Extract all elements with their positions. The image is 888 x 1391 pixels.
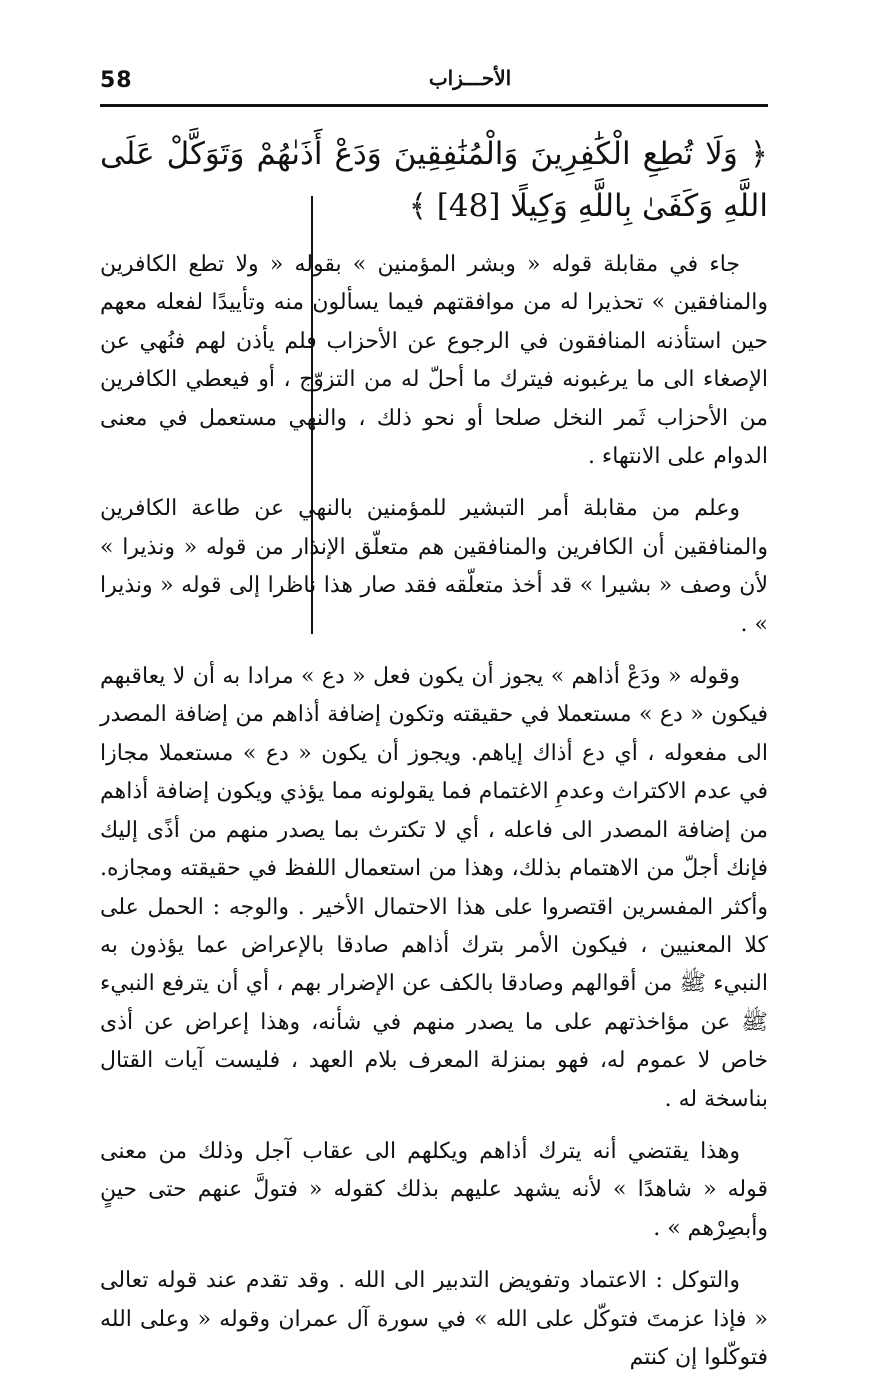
page-header: [100, 62, 768, 102]
page-number: 58: [100, 68, 133, 93]
running-title: الأحـــزاب: [428, 66, 512, 90]
paragraph-3: وقوله « ودَعْ أذاهم » يجوز أن يكون فعل « دع » مرادا به أن لا يعاقبهم فيكون « دع » مستعملا في حقيقته وتكون إضافة أذاهم من إضافة المصدر الى مفعوله ، أي دع أذاك إياهم. ويجوز أن يكون « دع » مستعملا مجازا في عدم الاكتراث وعدمِ الاغتمام فما يقولونه مما يؤذي ويكون إضافة أذاهم من إضافة المصدر الى فاعله ، أي لا تكترث بما يصدر منهم من أذًى إليك فإنك أجلّ من الاهتمام بذلك، وهذا من استعمال اللفظ في حقيقته ومجازه. وأكثر المفسرين اقتصروا على هذا الاحتمال الأخير . والوجه : الحمل على كلا المعنيين ، فيكون الأمر بترك أذاهم صادقا بالإعراض عما يؤذون به النبيء ﷺ من أقوالهم وصادقا بالكف عن الإضرار بهم ، أي أن يترفع النبيء ﷺ عن مؤاخذتهم على ما يصدر منهم في شأنه، وهذا إعراض عن أذى خاص لا عموم له، فهو بمنزلة المعرف بلام العهد ، فليست آيات القتال بناسخة له .: [100, 664, 768, 1112]
body-text: [100, 128, 768, 1391]
paragraph-2: وعلم من مقابلة أمر التبشير للمؤمنين بالنهي عن طاعة الكافرين والمنافقين أن الكافرين والمنافقين هم متعلّق الإنذار من قوله « ونذيرا » لأن وصف « بشيرا » قد أخذ متعلّقه فقد صار هذا ناظرا إلى قوله « ونذيرا » .: [100, 496, 769, 637]
quran-verse: ﴿ وَلَا تُطِعِ الْكَٰفِرِينَ وَالْمُنَٰفِقِينَ وَدَعْ أَذَىٰهُمْ وَتَوَكَّلْ عَلَى اللَّهِ وَكَفَىٰ بِاللَّهِ وَكِيلًا [48] ﴾: [100, 136, 768, 224]
header-rule: [100, 104, 768, 107]
paragraph-1: جاء في مقابلة قوله « وبشر المؤمنين » بقوله « ولا تطع الكافرين والمنافقين » تحذيرا له من موافقتهم فيما يسألون منه وتأييدًا لفعله معهم حين استأذنه المنافقون في الرجوع عن الأحزاب فلم يأذن لهم فنُهي عن الإصغاء الى ما يرغبونه فيترك ما أحلّ له من التزوّج ، أو فيعطي الكافرين من الأحزاب ثَمر النخل صلحا أو نحو ذلك ، والنهي مستعمل في معنى الدوام على الانتهاء .: [100, 252, 768, 470]
paragraph-4: وهذا يقتضي أنه يترك أذاهم ويكلهم الى عقاب آجل وذلك من معنى قوله « شاهدًا » لأنه يشهد عليهم بذلك كقوله « فتولَّ عنهم حتى حينٍ وأبصِرْهم » .: [100, 1138, 768, 1241]
paragraph-5: والتوكل : الاعتماد وتفويض التدبير الى الله . وقد تقدم عند قوله تعالى « فإذا عزمتَ فتوكّل على الله » في سورة آل عمران وقوله « وعلى الله فتوكّلوا إن كنتم: [100, 1268, 768, 1370]
